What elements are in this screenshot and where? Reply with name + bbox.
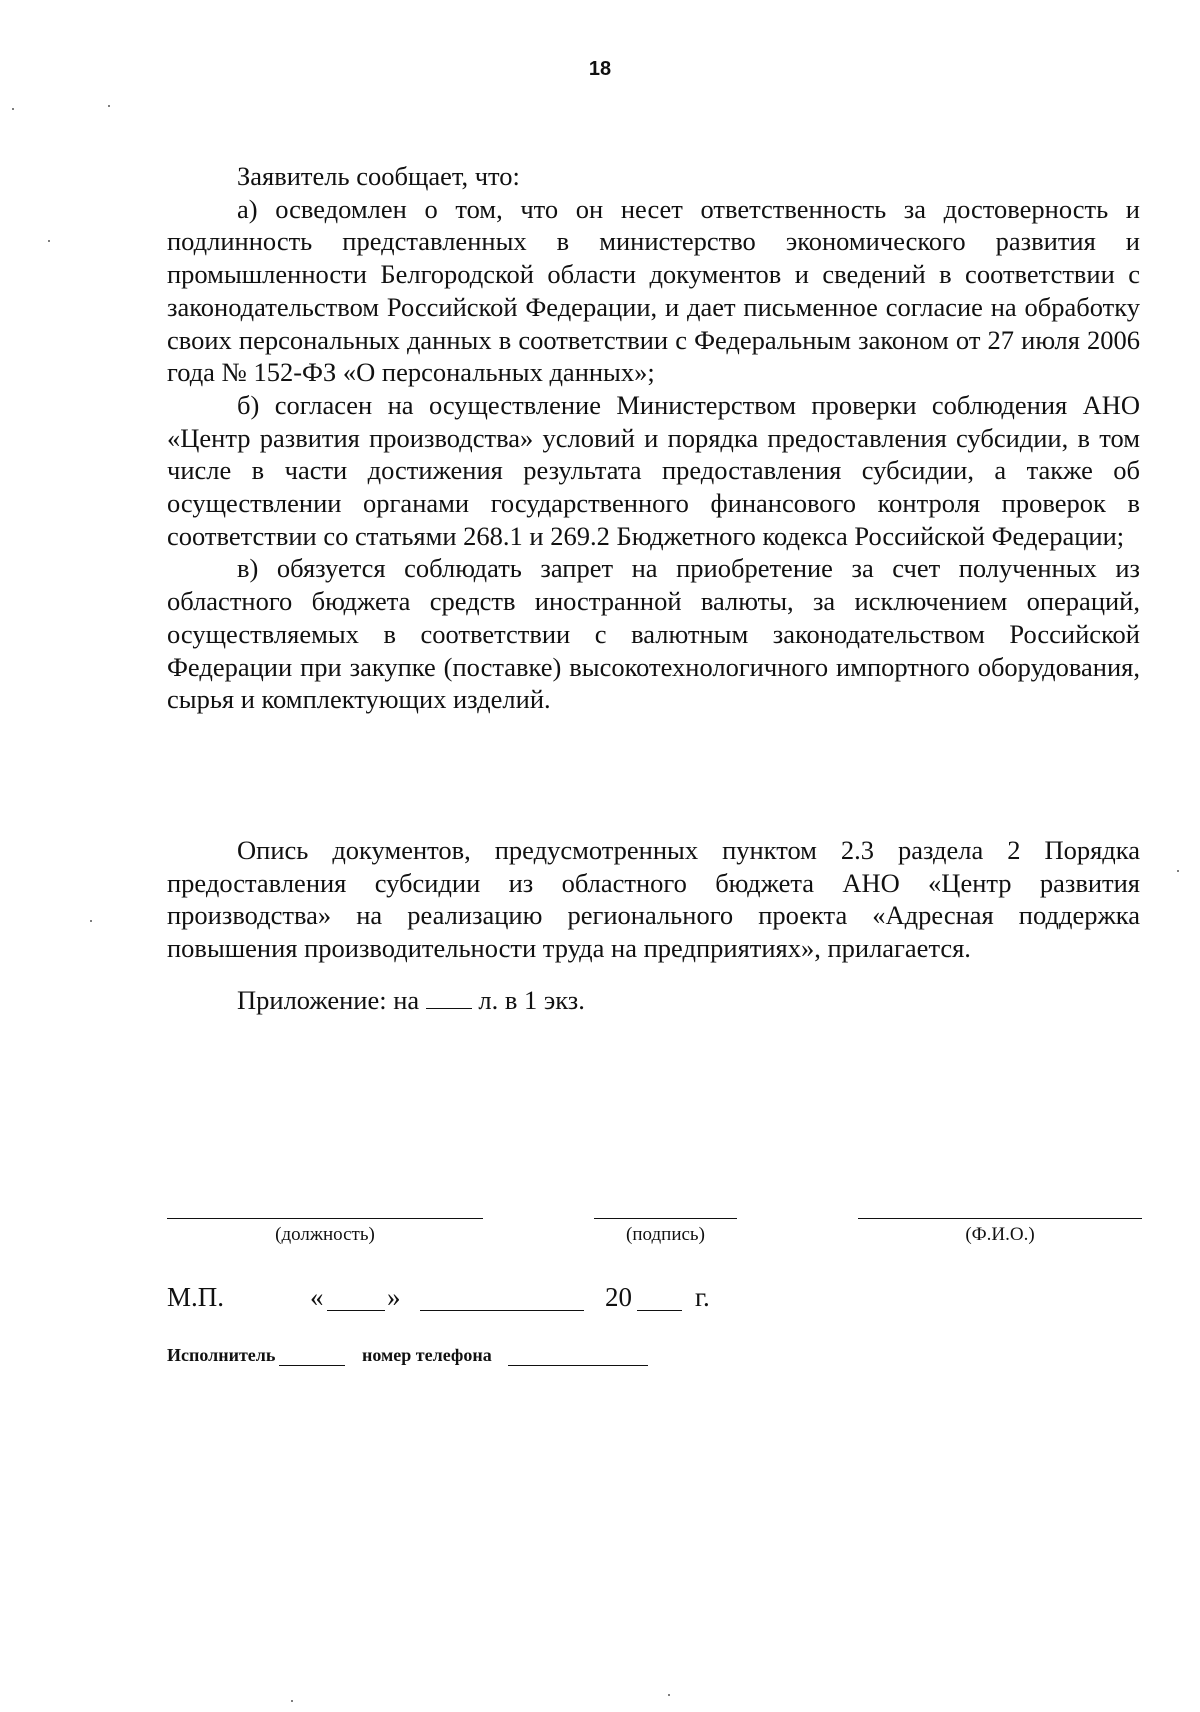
stamp-label: М.П. xyxy=(167,1282,225,1312)
statement-item-a: а) осведомлен о том, что он несет ответственность за достоверность и подлинность представленных в министерство экономического развития и промышленности Белгородской области документов и сведений в соответствии с законодательством Российской Федерации, и дает письменное согласие на обработку своих персональных данных в соответствии с Федеральным законом от 27 июля 2006 года № 152-ФЗ «О персональных данных»; xyxy=(167,193,1140,388)
year-prefix: 20 xyxy=(605,1282,632,1312)
name-line[interactable] xyxy=(858,1218,1142,1219)
executor-label: Исполнитель xyxy=(167,1345,276,1365)
quote-open: « xyxy=(310,1282,324,1312)
attachment-suffix: л. в 1 экз. xyxy=(478,985,585,1015)
statement-item-b: б) согласен на осуществление Министерством проверки соблюдения АНО «Центр развития производства» условий и порядка предоставления субсидии, в том числе в части достижения результата предоставления субсидии, а также об осуществлении органами государственного финансового контроля проверок в соответствии со статьями 268.1 и 269.2 Бюджетного кодекса Российской Федерации; xyxy=(167,389,1140,551)
scan-speck xyxy=(1177,870,1179,872)
year-suffix: г. xyxy=(695,1282,710,1312)
month-blank[interactable] xyxy=(420,1310,584,1311)
attachment-line xyxy=(167,984,1140,1017)
phone-label: номер телефона xyxy=(362,1345,492,1365)
year-blank[interactable] xyxy=(637,1310,682,1311)
inventory-section xyxy=(167,834,1140,965)
page-number: 18 xyxy=(588,58,612,80)
statement-item-c: в) обязуется соблюдать запрет на приобретение за счет полученных из областного бюджета средств иностранной валюты, за исключением операций, осуществляемых в соответствии с валютным законодательством Российской Федерации при закупке (поставке) высокотехнологичного импортного оборудования, сырья и комплектующих изделий. xyxy=(167,553,1140,715)
scan-speck xyxy=(90,920,92,922)
name-caption: (Ф.И.О.) xyxy=(965,1224,1035,1245)
applicant-statement xyxy=(167,160,1140,716)
scan-speck xyxy=(12,108,14,110)
scan-speck xyxy=(48,240,50,242)
scan-speck xyxy=(291,1700,293,1702)
statement-intro: Заявитель сообщает, что: xyxy=(237,161,520,191)
position-line[interactable] xyxy=(167,1218,483,1219)
quote-close: » xyxy=(387,1282,401,1312)
day-blank[interactable] xyxy=(327,1310,385,1311)
attachment-section xyxy=(167,984,1140,1017)
signature-line[interactable] xyxy=(594,1218,737,1219)
position-caption: (должность) xyxy=(275,1224,375,1245)
scan-speck xyxy=(668,1694,670,1696)
executor-blank[interactable] xyxy=(279,1365,345,1366)
scan-speck xyxy=(108,105,110,107)
attachment-prefix: Приложение: на xyxy=(237,985,420,1015)
attachment-sheets-blank[interactable] xyxy=(426,986,472,1009)
inventory-paragraph: Опись документов, предусмотренных пунктом 2.3 раздела 2 Порядка предоставления субсидии из областного бюджета АНО «Центр развития производства» на реализацию регионального проекта «Адресная поддержка повышения производительности труда на предприятиях», прилагается. xyxy=(167,835,1140,964)
phone-blank[interactable] xyxy=(508,1365,648,1366)
signature-caption: (подпись) xyxy=(626,1224,705,1245)
